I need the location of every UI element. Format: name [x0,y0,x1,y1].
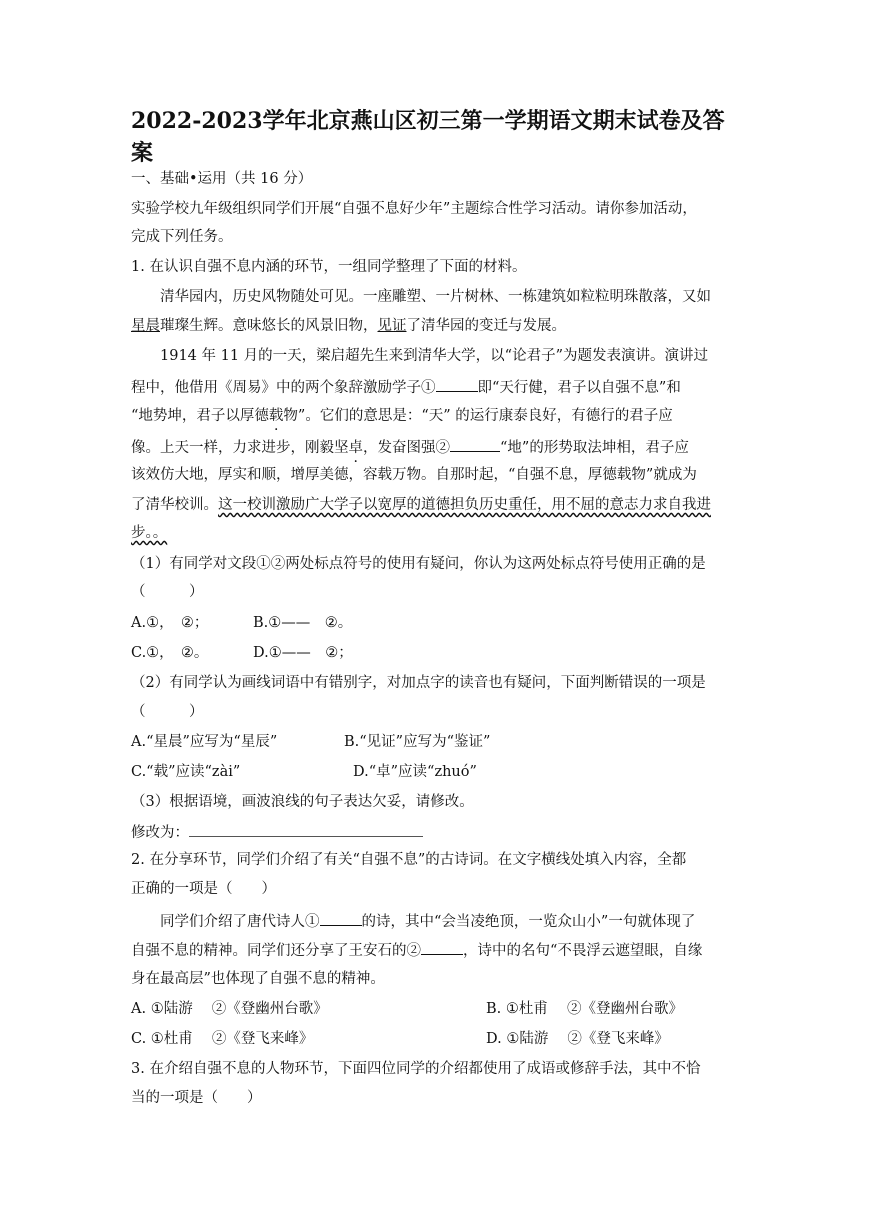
sub-question-1: （1）有同学对文段①②两处标点符号的使用有疑问，你认为这两处标点符号使用正确的是 [131,556,706,572]
question-2-line-2: 正确的一项是（ ） [131,881,276,897]
fill-blank-poem [421,939,463,955]
sub2-option-d: D.“卓”应读“zhuó” [353,764,477,780]
wavy-underlined-sentence: 这一校训激励广大学子以宽厚的道德担负历史重任，用不屈的意志力求自我进 [218,497,711,513]
sub1-option-a: A.①， ②； [131,615,209,631]
answer-parentheses-1: （ ） [131,584,204,600]
passage-2-line-3 [131,406,673,426]
text-span: 自强不息的精神。同学们还分享了王安石的② [131,943,421,959]
text-span: “地”的形势取法坤相，君子应 [500,440,689,456]
intro-line-2: 完成下列任务。 [131,229,233,245]
q2-option-d: D. ①陆游 ②《登飞来峰》 [486,1031,669,1047]
underlined-word-jianzheng: 见证 [377,318,407,334]
fill-blank-2 [450,436,500,452]
text-span: 的诗，其中“会当凌绝顶，一览众山小”一句就体现了 [361,914,696,930]
passage-2-line-7 [131,523,167,543]
text-span: 像。上天一样，力求进步，刚毅坚 [131,440,349,456]
sub1-option-b: B.①—— ②。 [253,615,353,631]
question-2-passage-line-1 [160,910,695,932]
question-1-stem: 1. 在认识自强不息内涵的环节，一组同学整理了下面的材料。 [131,259,527,275]
question-3-line-1: 3. 在介绍自强不息的人物环节，下面四位同学的介绍都使用了成语或修辞手法，其中不恰 [131,1061,701,1077]
passage-2-line-1: 1914 年 11 月的一天，梁启超先生来到清华大学，以“论君子”为题发表演讲。演讲过 [160,348,709,364]
sub2-option-c: C.“载”应读“zài” [131,764,241,780]
sub1-option-c: C.①， ②。 [131,645,209,661]
passage-1-line-1: 清华园内，历史风物随处可见。一座雕塑、一片树林、一栋建筑如粒粒明珠散落，又如 [160,289,711,305]
question-3-line-2: 当的一项是（ ） [131,1090,262,1106]
passage-2-line-2 [131,376,681,398]
sub2-option-b: B.“见证”应写为“鉴证” [344,734,491,750]
text-span: “地势坤，君子以厚德 [131,408,269,424]
text-span: 即“天行健，君子以自强不息”和 [477,380,681,396]
question-2-passage-line-3: 身在最高层”也体现了自强不息的精神。 [131,971,385,987]
text-span: 璀璨生辉。意味悠长的风景旧物， [160,318,378,334]
revision-label: 修改为： [131,825,189,841]
wavy-underlined-sentence-end: 步。。 [131,525,168,541]
passage-2-line-4 [131,436,689,458]
text-span: 了清华校训。 [131,497,218,513]
revision-answer-blank [189,821,423,837]
fill-blank-poet [320,910,362,926]
q2-option-b: B. ①杜甫 ②《登幽州台歌》 [486,1001,683,1017]
text-span: 物”。它们的意思是：“天” 的运行康泰良好，有德行的君子应 [283,408,673,424]
answer-parentheses-2: （ ） [131,704,204,720]
text-span: 程中，他借用《周易》中的两个象辞激励学子① [131,380,436,396]
text-span: ，诗中的名句“不畏浮云遮望眼，自缘 [463,943,703,959]
intro-line-1: 实验学校九年级组织同学们开展“自强不息好少年”主题综合性学习活动。请你参加活动， [131,201,697,217]
dotted-char-zhuo: 卓 [348,440,363,456]
sub-question-2: （2）有同学认为画线词语中有错别字，对加点字的读音也有疑问，下面判断错误的一项是 [131,675,706,691]
passage-2-line-6 [131,495,711,515]
text-span: 同学们介绍了唐代诗人① [160,914,320,930]
question-2-line-1: 2. 在分享环节，同学们介绍了有关“自强不息”的古诗词。在文字横线处填入内容，全都 [131,852,687,868]
passage-2-line-5: 该效仿大地，厚实和顺，增厚美德，容载万物。自那时起，“自强不息，厚德载物”就成为 [131,467,697,483]
q2-option-c: C. ①杜甫 ②《登飞来峰》 [131,1031,314,1047]
passage-1-line-2 [131,316,566,336]
underlined-word-xingchen: 星晨 [131,318,160,334]
revision-line [131,821,423,843]
document-title-line2: 案 [131,140,154,166]
sub1-option-d: D.①—— ②； [253,645,353,661]
document-title-line1: 2022-2023学年北京燕山区初三第一学期语文期末试卷及答 [131,108,725,134]
question-2-passage-line-2 [131,939,702,961]
sub-question-3: （3）根据语境，画波浪线的句子表达欠妥，请修改。 [131,794,474,810]
text-span: 了清华园的变迁与发展。 [406,318,566,334]
q2-option-a: A. ①陆游 ②《登幽州台歌》 [131,1001,328,1017]
fill-blank-1 [436,376,478,392]
text-span: ，发奋图强② [363,440,450,456]
section-heading: 一、基础•运用（共 16 分） [131,171,313,187]
dotted-char-zai: 载 [268,408,284,424]
sub2-option-a: A.“星晨”应写为“星辰” [131,734,278,750]
